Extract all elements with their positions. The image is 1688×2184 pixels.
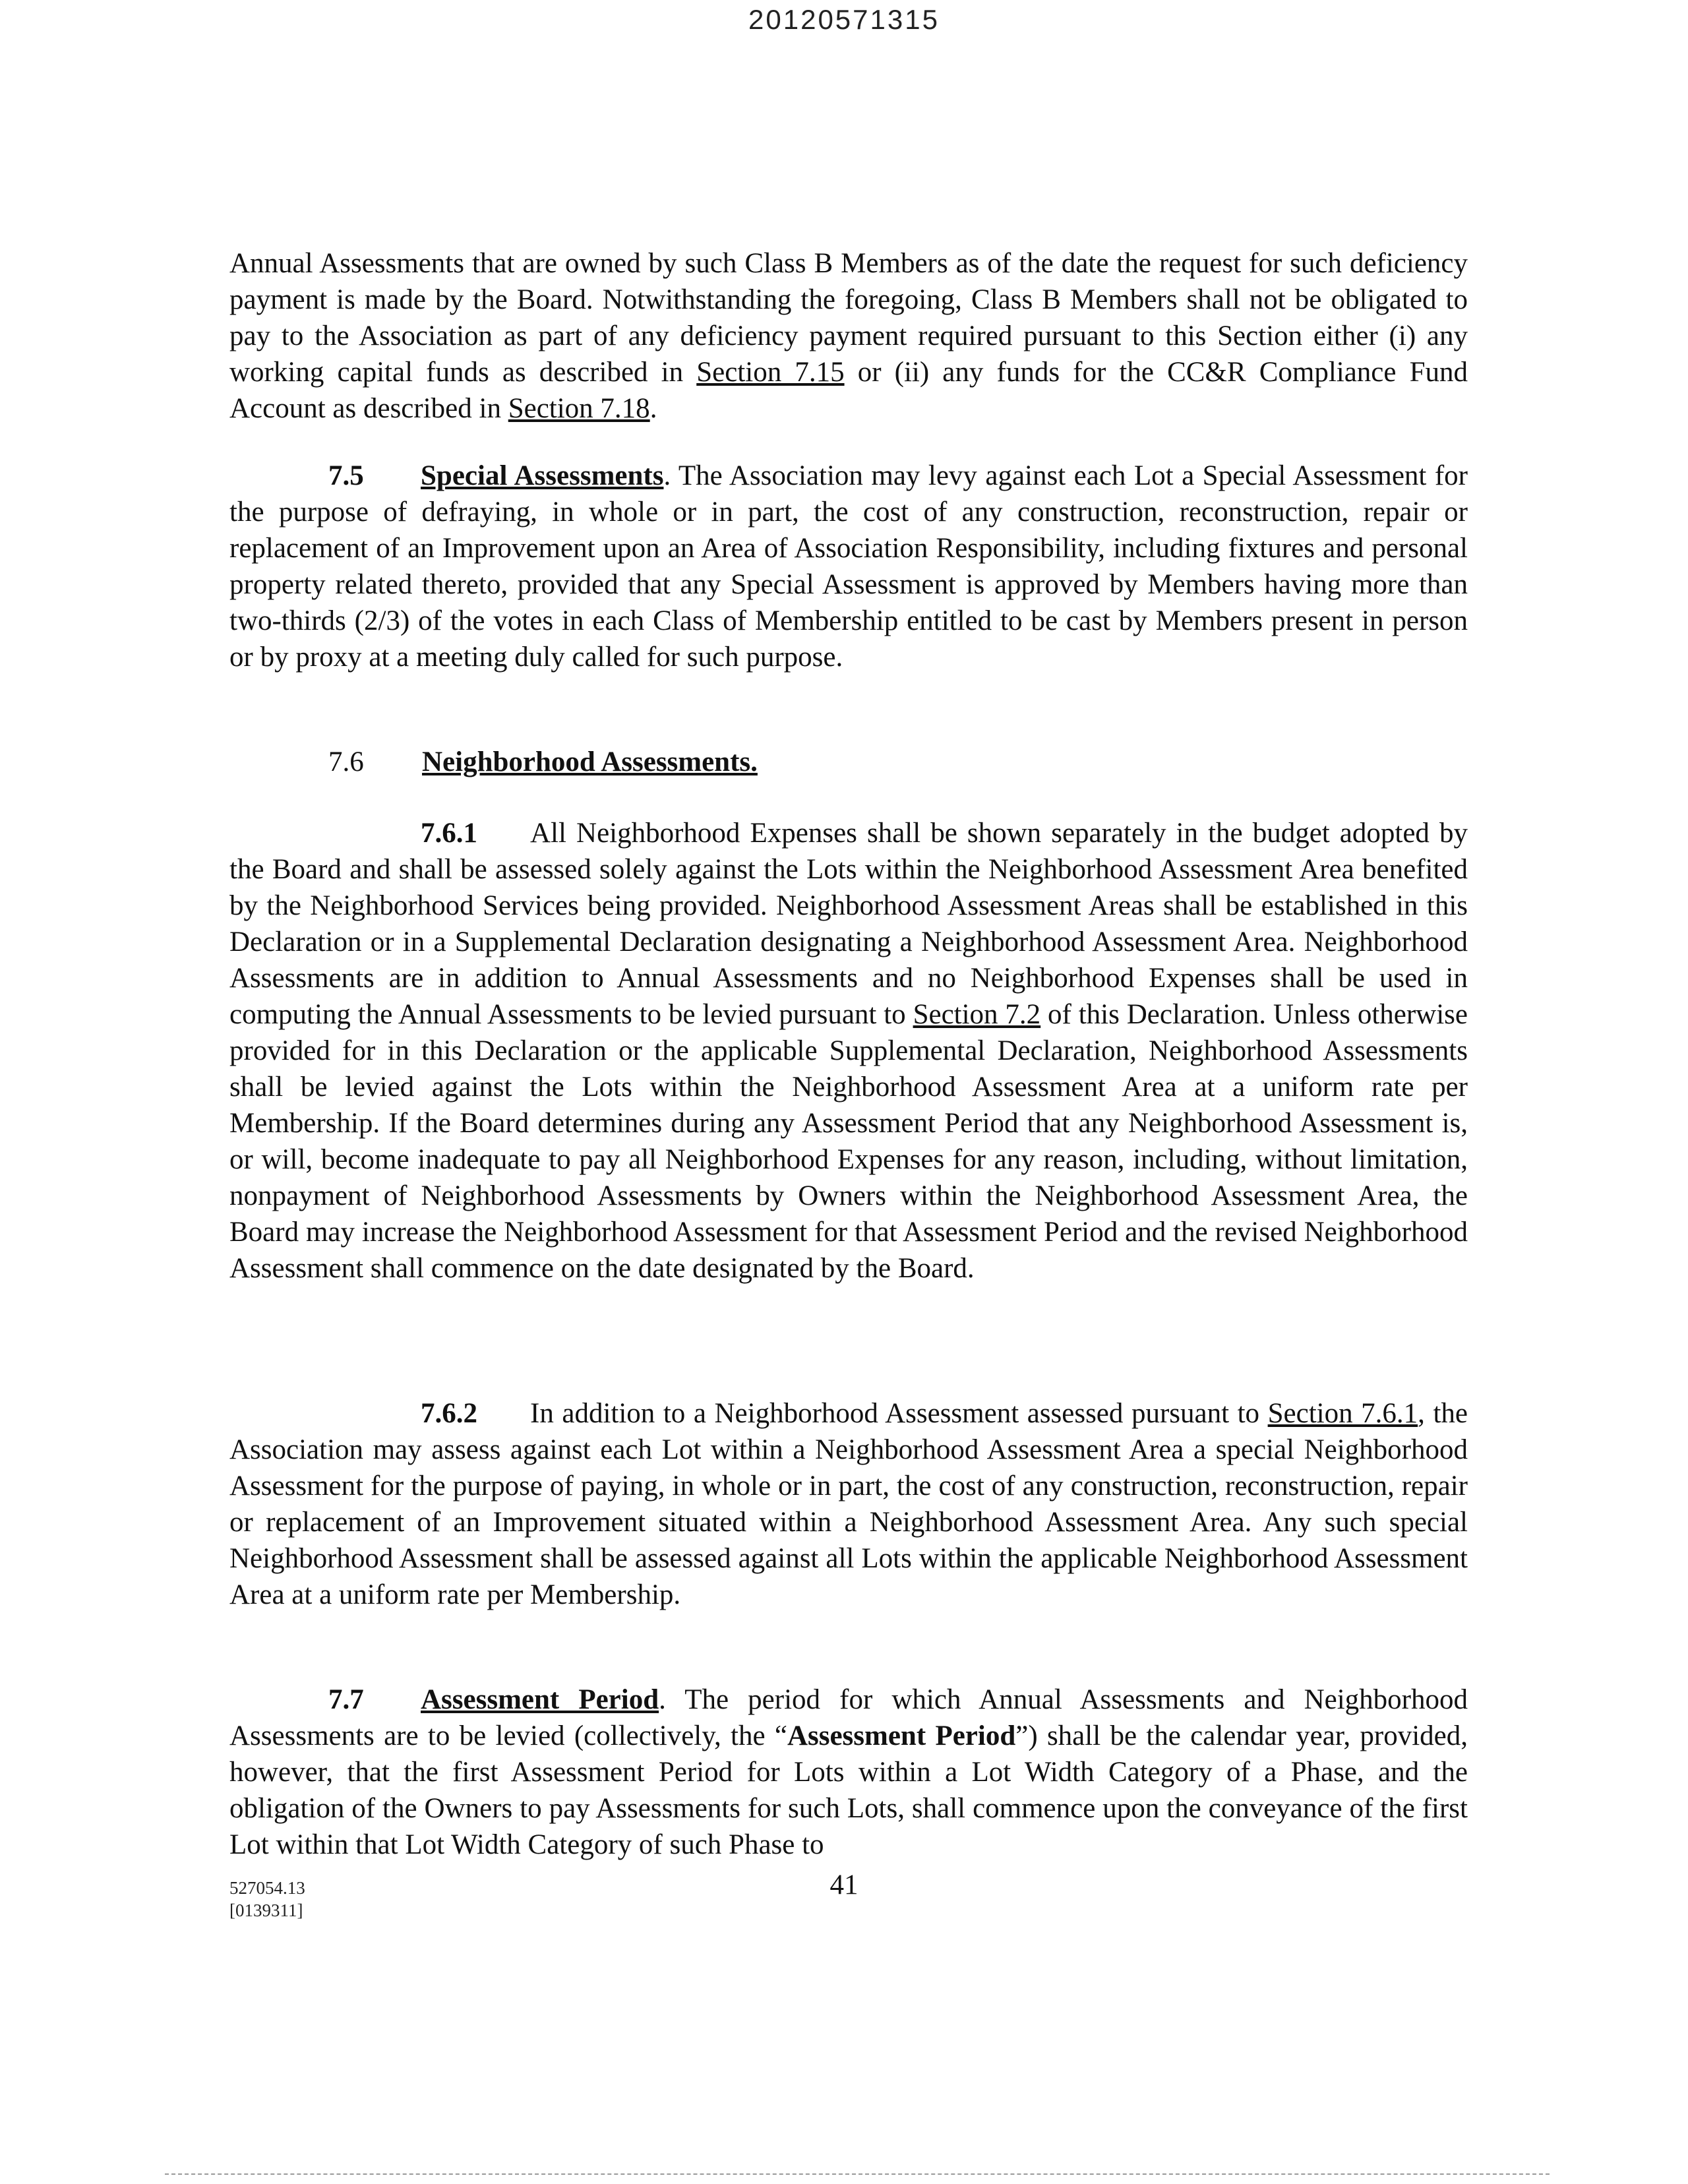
page-number: 41 [829, 1869, 859, 1900]
section-7-5 [229, 458, 1468, 675]
section-heading [229, 744, 1468, 780]
section-7-2-reference: Section 7.2 [913, 999, 1041, 1030]
section-title: Neighborhood Assessments. [422, 746, 758, 777]
subsection-paragraph [229, 815, 1468, 1287]
defined-term: Assessment Period [787, 1720, 1016, 1751]
text-run: of this Declaration. Unless otherwise provided for in this Declaration or the applicable Supplemental Declaration, Neighborhood Assessments shall be levied against the Lots within the Neighborhood Assessment Area at a uniform rate per Membership. If the Board determines during any Assessment Period that any Neighborhood Assessment is, or will, become inadequate to pay all Neighborhood Expenses for any reason, including, without limitation, nonpayment of Neighborhood Assessments by Owners within the Neighborhood Assessment Area, the Board may increase the Neighborhood Assessment for that Assessment Period and the revised Neighborhood Assessment shall commence on the date designated by the Board. [229, 999, 1468, 1284]
section-paragraph [229, 458, 1468, 675]
section-title: Assessment Period [421, 1684, 659, 1715]
section-number: 7.5 [328, 460, 364, 491]
recording-number: 20120571315 [748, 4, 940, 35]
section-7-6-1-reference: Section 7.6.1 [1267, 1398, 1418, 1429]
text-run: In addition to a Neighborhood Assessment assessed pursuant to [530, 1398, 1268, 1429]
subsection-number: 7.6.1 [421, 818, 477, 849]
text-run: All Neighborhood Expenses shall be shown separately in the budget adopted by the Board and shall be assessed solely against the Lots within the Neighborhood Assessment Area benefited by the Neighborhood Services being provided. Neighborhood Assessment Areas shall be established in this Declaration or in a Supplemental Declaration designating a Neighborhood Assessment Area. Neighborhood Assessments are in addition to Annual Assessments and no Neighborhood Expenses shall be used in computing the Annual Assessments to be levied pursuant to [229, 818, 1468, 1030]
section-7-6-2 [229, 1395, 1468, 1613]
text-run: ”) shall be the calendar year, provided, however, that the first Assessment Period for Lots within a Lot Width Category of a Phase, and the obligation of the Owners to pay Assessments for such Lots, shall commence upon the conveyance of the first Lot within that Lot Width Category of such Phase to [229, 1720, 1468, 1860]
section-7-6-1 [229, 815, 1468, 1287]
text-run: or (ii) any funds for the CC&R Compliance Fund Account as described in [229, 357, 1468, 424]
scan-edge-line [165, 2173, 1550, 2175]
section-7-18-reference: Section 7.18 [508, 393, 650, 424]
section-7-7 [229, 1682, 1468, 1863]
doc-id: 527054.13 [229, 1878, 305, 1898]
paragraph-text [229, 245, 1468, 427]
subsection-paragraph [229, 1395, 1468, 1613]
section-number: 7.7 [328, 1684, 364, 1715]
text-run: Annual Assessments that are owned by such Class B Members as of the date the request for such deficiency payment is made by the Board. Notwithstanding the foregoing, Class B Members shall not be obligated to pay to the Association as part of any deficiency payment required pursuant to this Section either (i) any working capital funds as described in [229, 248, 1468, 388]
text-run: . [649, 393, 657, 424]
section-paragraph [229, 1682, 1468, 1863]
text-run: . The period for which Annual Assessments and Neighborhood Assessments are to be levied (collectively, the “ [229, 1684, 1468, 1751]
section-title: Special Assessments [421, 460, 664, 491]
continued-paragraph [229, 245, 1468, 427]
subsection-number: 7.6.2 [421, 1398, 477, 1429]
section-7-15-reference: Section 7.15 [696, 357, 845, 388]
section-number: 7.6 [328, 746, 364, 777]
footer-document-ids [229, 1877, 305, 1922]
section-body: . The Association may levy against each Lot a Special Assessment for the purpose of defraying, in whole or in part, the cost of any construction, reconstruction, repair or replacement of an Improvement upon an Area of Association Responsibility, including fixtures and personal property related thereto, provided that any Special Assessment is approved by Members having more than two-thirds (2/3) of the votes in each Class of Membership entitled to be cast by Members present in person or by proxy at a meeting duly called for such purpose. [229, 460, 1468, 673]
section-7-6 [229, 744, 1468, 780]
text-run: , the Association may assess against each Lot within a Neighborhood Assessment Area a special Neighborhood Assessment for the purpose of paying, in whole or in part, the cost of any construction, reconstruction, repair or replacement of an Improvement situated within a Neighborhood Assessment Area. Any such special Neighborhood Assessment shall be assessed against all Lots within the applicable Neighborhood Assessment Area at a uniform rate per Membership. [229, 1398, 1468, 1610]
client-id: [0139311] [229, 1900, 303, 1920]
